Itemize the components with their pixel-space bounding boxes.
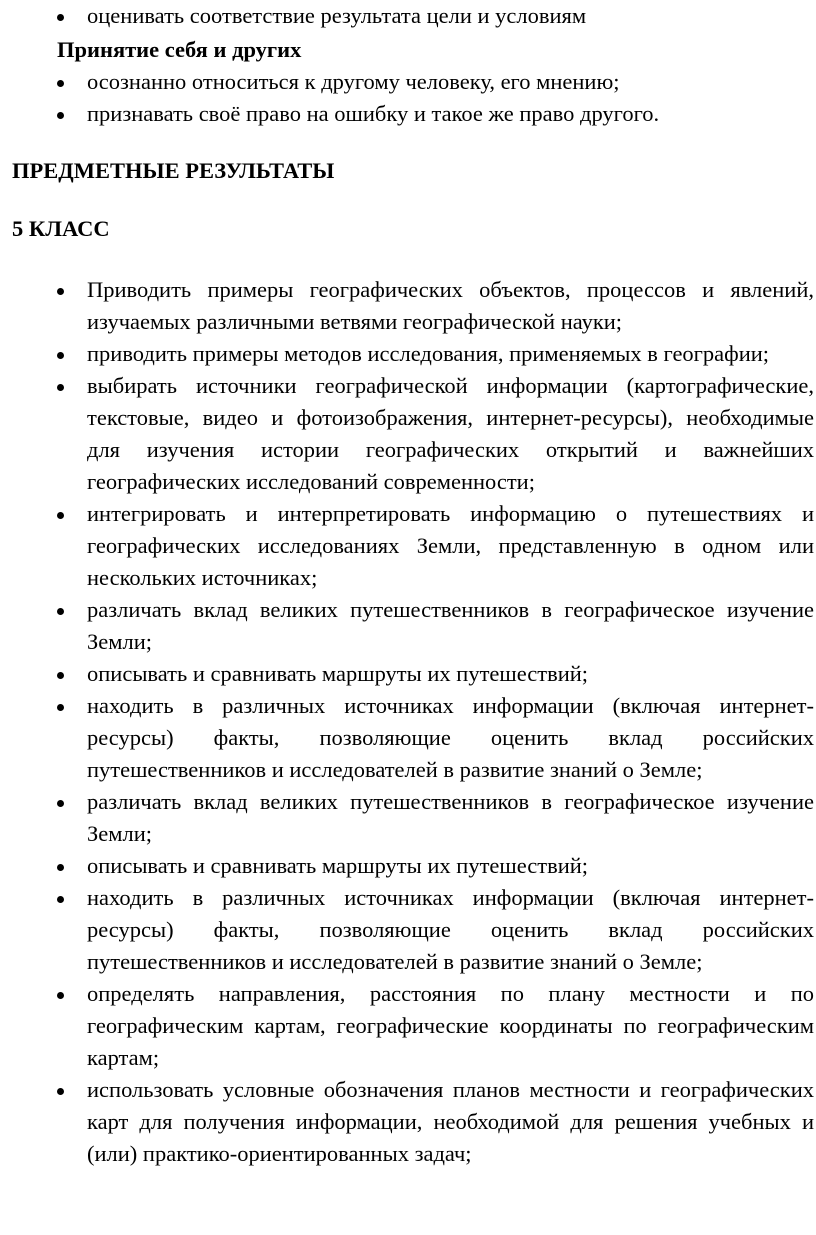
- list-item: [0, 0, 816, 32]
- list-item: [0, 594, 814, 658]
- list-item-text: интегрировать и интерпретировать информацию о путешествиях и географических исследованиях Земли, представленную в одном или нескольких источниках;: [87, 501, 814, 590]
- list-item: [0, 66, 816, 98]
- list-item-text: находить в различных источниках информации (включая интернет-ресурсы) факты, позволяющие оценить вклад российских путешественников и исследователей в развитие знаний о Земле;: [87, 885, 814, 974]
- list-item: [0, 658, 814, 690]
- list-item-text: определять направления, расстояния по плану местности и по географическим картам, географические координаты по географическим картам;: [87, 981, 814, 1070]
- list-item: [0, 850, 814, 882]
- section-title: ПРЕДМЕТНЫЕ РЕЗУЛЬТАТЫ: [12, 158, 335, 183]
- list-item: [0, 338, 814, 370]
- list-item: [0, 370, 814, 498]
- list-item: [0, 98, 816, 130]
- list-item: [0, 274, 814, 338]
- list-item-text: осознанно относиться к другому человеку, его мнению;: [87, 69, 620, 94]
- intro-list: [0, 0, 816, 32]
- list-item-text: Приводить примеры географических объектов, процессов и явлений, изучаемых различными ветвями географической науки;: [87, 277, 814, 334]
- list-item-text: различать вклад великих путешественников в географическое изучение Земли;: [87, 789, 814, 846]
- list-item-text: признавать своё право на ошибку и такое же право другого.: [87, 101, 660, 126]
- list-item: [0, 690, 814, 786]
- list-item-text: находить в различных источниках информации (включая интернет-ресурсы) факты, позволяющие оценить вклад российских путешественников и исследователей в развитие знаний о Земле;: [87, 693, 814, 782]
- results-list: [0, 274, 814, 1170]
- list-item: [0, 882, 814, 978]
- subheading: Принятие себя и других: [57, 37, 302, 62]
- grade-title: 5 КЛАСС: [12, 216, 110, 241]
- list-item-text: приводить примеры методов исследования, применяемых в географии;: [87, 341, 770, 366]
- list-item-text: оценивать соответствие результата цели и условиям: [87, 3, 587, 28]
- list-item: [0, 498, 814, 594]
- acceptance-list: [0, 66, 816, 130]
- list-item-text: выбирать источники географической информации (картографические, текстовые, видео и фотоизображения, интернет-ресурсы), необходимые для изучения истории географических открытий и важнейших географических исследований современности;: [87, 373, 814, 494]
- list-item: [0, 1074, 814, 1170]
- list-item-text: описывать и сравнивать маршруты их путешествий;: [87, 853, 589, 878]
- list-item-text: описывать и сравнивать маршруты их путешествий;: [87, 661, 589, 686]
- list-item: [0, 786, 814, 850]
- list-item-text: использовать условные обозначения планов местности и географических карт для получения информации, необходимой для решения учебных и (или) практико-ориентированных задач;: [87, 1077, 814, 1166]
- list-item: [0, 978, 814, 1074]
- list-item-text: различать вклад великих путешественников в географическое изучение Земли;: [87, 597, 814, 654]
